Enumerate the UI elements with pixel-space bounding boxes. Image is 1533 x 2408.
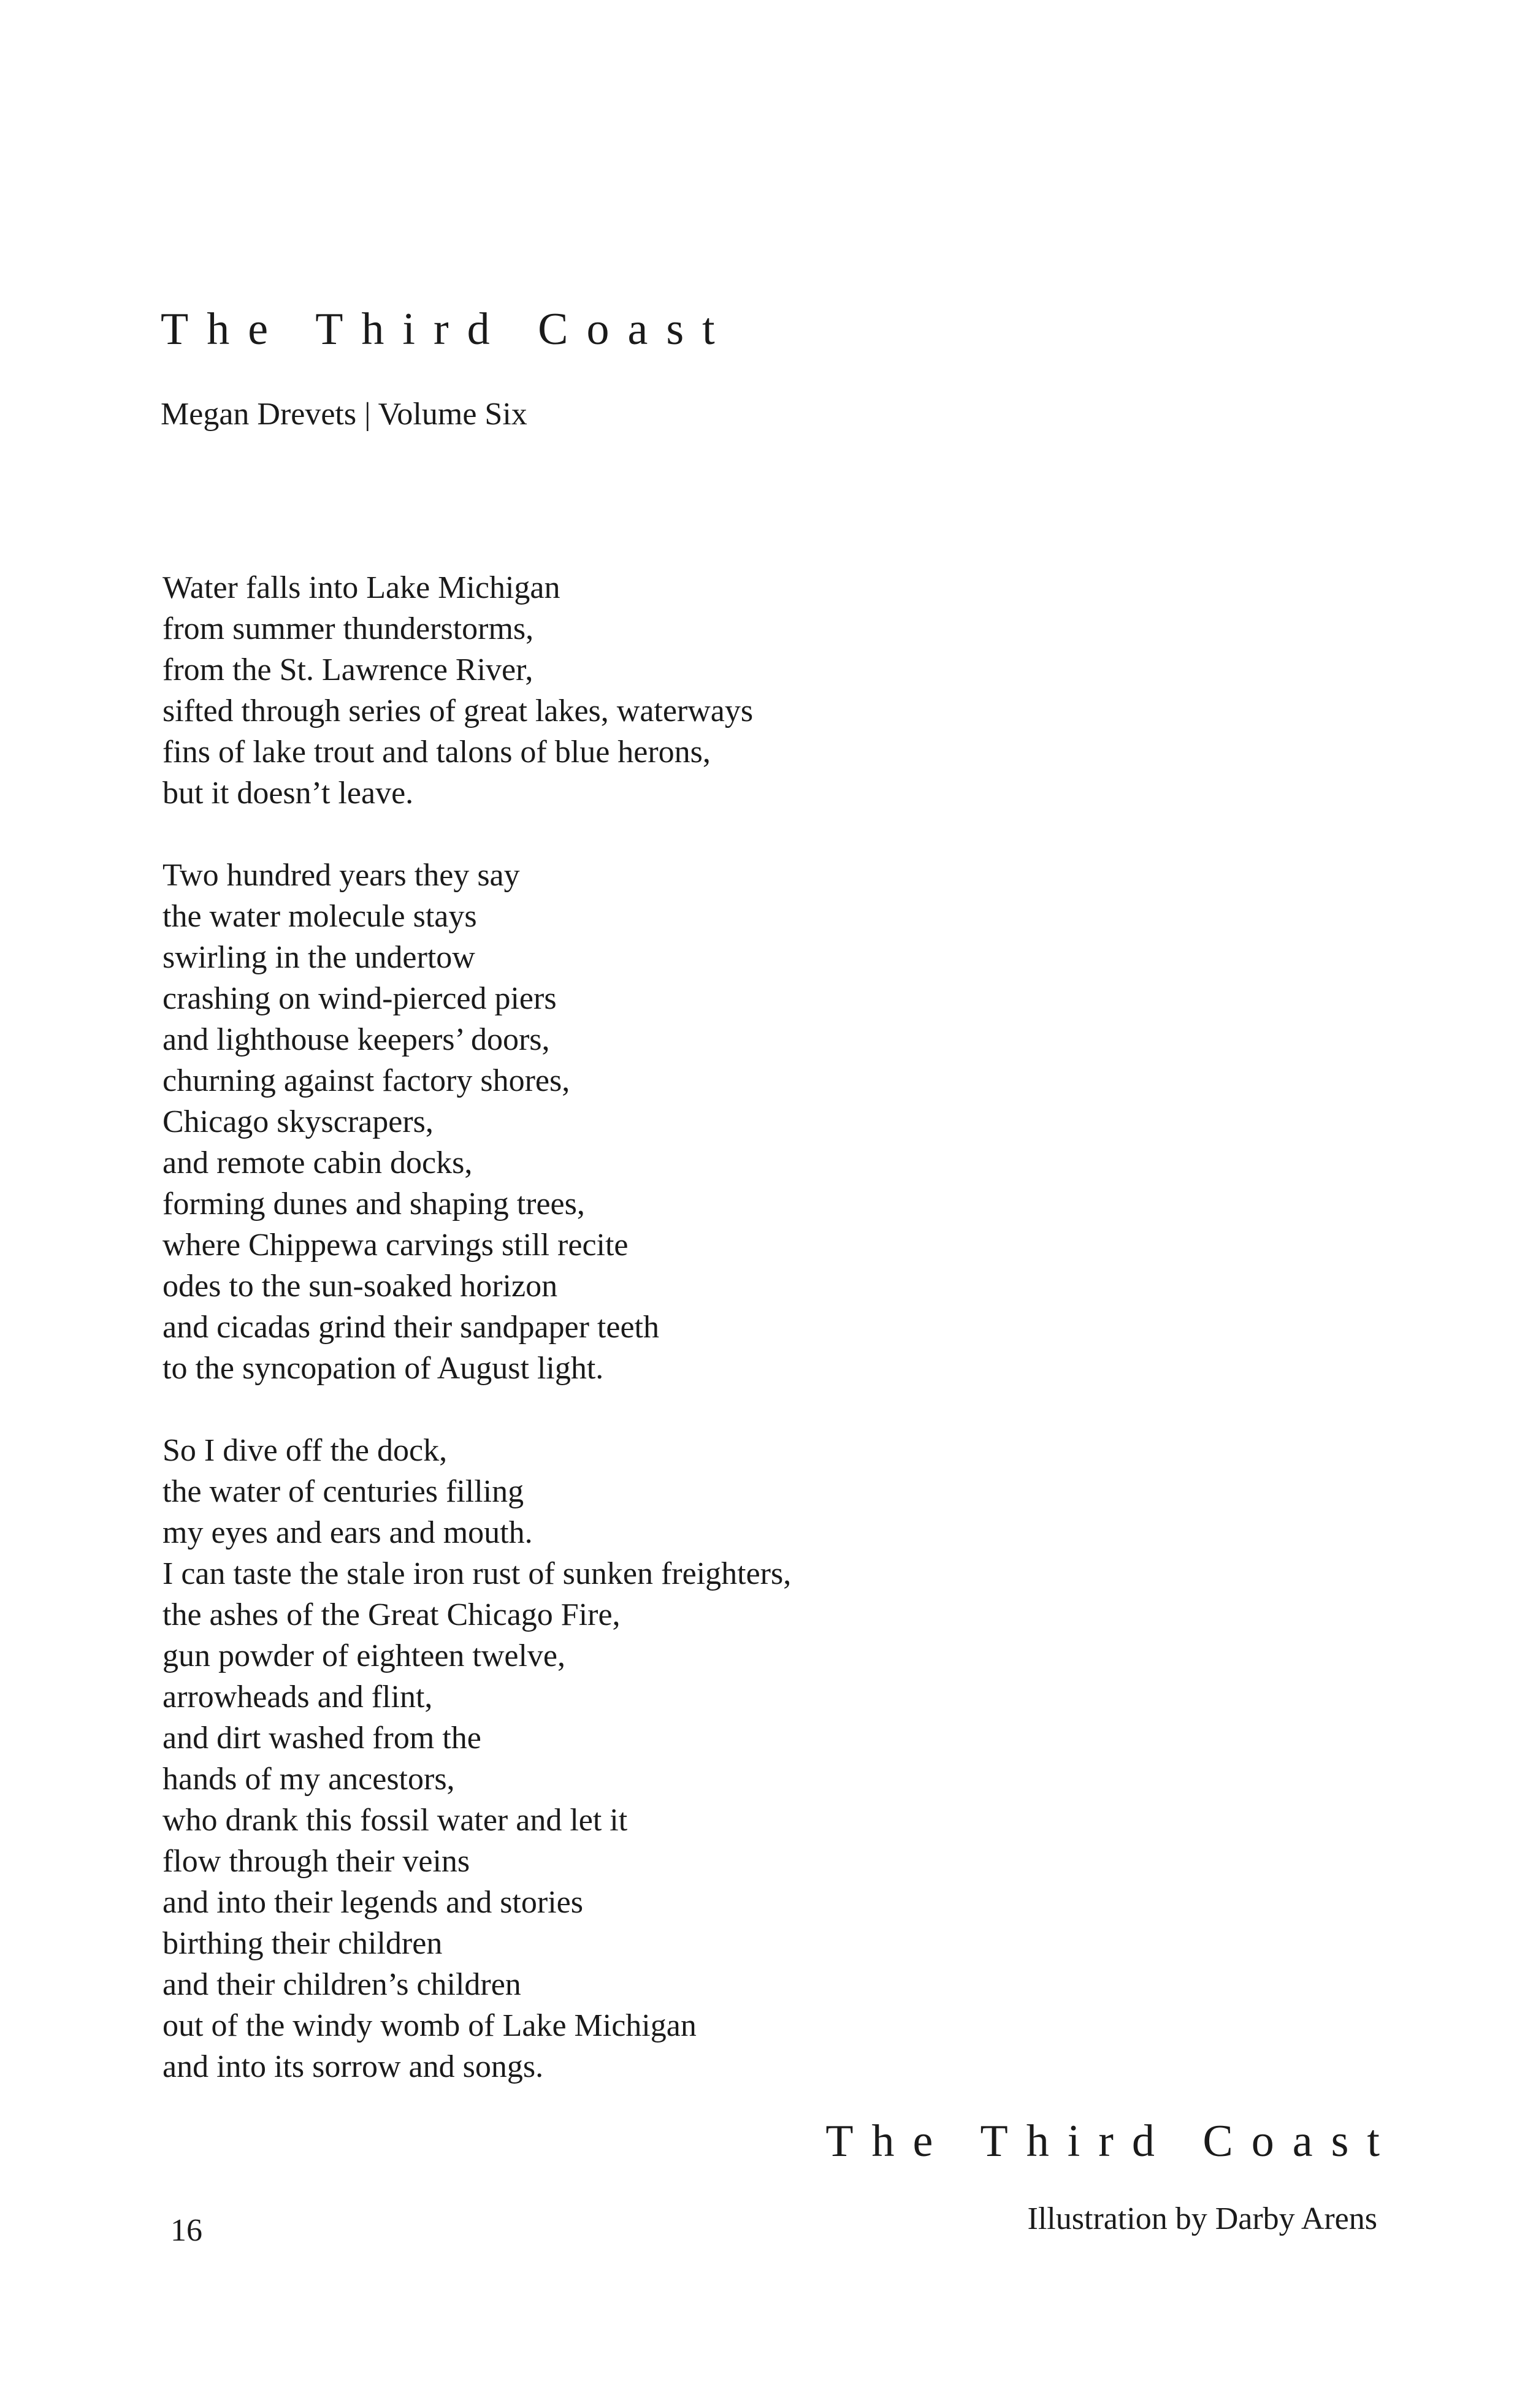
stanza-2 bbox=[162, 855, 1082, 1389]
poem-line: flow through their veins bbox=[162, 1844, 470, 1879]
poem-line: gun powder of eighteen twelve, bbox=[162, 1638, 566, 1673]
poem-line: and lighthouse keepers’ doors, bbox=[162, 1022, 550, 1057]
author-byline: Megan Drevets | Volume Six bbox=[161, 397, 527, 432]
poem-line: and remote cabin docks, bbox=[162, 1145, 473, 1180]
poem-line: and into their legends and stories bbox=[162, 1885, 583, 1920]
poem-line: from the St. Lawrence River, bbox=[162, 652, 533, 687]
poem-line: hands of my ancestors, bbox=[162, 1762, 455, 1797]
poem-line: who drank this fossil water and let it bbox=[162, 1803, 628, 1838]
poem-line: but it doesn’t leave. bbox=[162, 776, 414, 811]
poem-line: the water molecule stays bbox=[162, 899, 477, 934]
poem-line: Two hundred years they say bbox=[162, 858, 520, 893]
poem-line: to the syncopation of August light. bbox=[162, 1351, 604, 1386]
poem-line: fins of lake trout and talons of blue herons, bbox=[162, 735, 711, 770]
poem-line: where Chippewa carvings still recite bbox=[162, 1228, 629, 1263]
poem-line: arrowheads and flint, bbox=[162, 1680, 433, 1714]
poem-line: swirling in the undertow bbox=[162, 940, 475, 975]
poem-line: my eyes and ears and mouth. bbox=[162, 1515, 533, 1550]
poem-line: churning against factory shores, bbox=[162, 1063, 570, 1098]
illustration-credit: Illustration by Darby Arens bbox=[1027, 2201, 1377, 2236]
poem-line: Chicago skyscrapers, bbox=[162, 1104, 434, 1139]
poem-line: and into its sorrow and songs. bbox=[162, 2049, 544, 2084]
poem-line: crashing on wind-pierced piers bbox=[162, 981, 557, 1016]
poem-line: the ashes of the Great Chicago Fire, bbox=[162, 1597, 621, 1632]
poem-line: and their children’s children bbox=[162, 1967, 521, 2002]
poem-body bbox=[162, 567, 1082, 2128]
footer-title: The Third Coast bbox=[825, 2116, 1398, 2166]
poem-line: I can taste the stale iron rust of sunken freighters, bbox=[162, 1556, 792, 1591]
poem-line: and dirt washed from the bbox=[162, 1721, 481, 1756]
stanza-1 bbox=[162, 567, 1082, 814]
poem-line: odes to the sun-soaked horizon bbox=[162, 1269, 558, 1304]
poem-line: forming dunes and shaping trees, bbox=[162, 1187, 585, 1221]
poem-line: So I dive off the dock, bbox=[162, 1433, 448, 1468]
poem-line: the water of centuries filling bbox=[162, 1474, 524, 1509]
page-number: 16 bbox=[170, 2213, 202, 2248]
poem-line: from summer thunderstorms, bbox=[162, 611, 534, 646]
stanza-3 bbox=[162, 1430, 1082, 2087]
poem-line: and cicadas grind their sandpaper teeth bbox=[162, 1310, 659, 1345]
poem-line: sifted through series of great lakes, waterways bbox=[162, 694, 754, 728]
poem-line: out of the windy womb of Lake Michigan bbox=[162, 2008, 697, 2043]
poem-title: The Third Coast bbox=[161, 304, 733, 354]
poem-line: Water falls into Lake Michigan bbox=[162, 570, 560, 605]
poem-line: birthing their children bbox=[162, 1926, 443, 1961]
